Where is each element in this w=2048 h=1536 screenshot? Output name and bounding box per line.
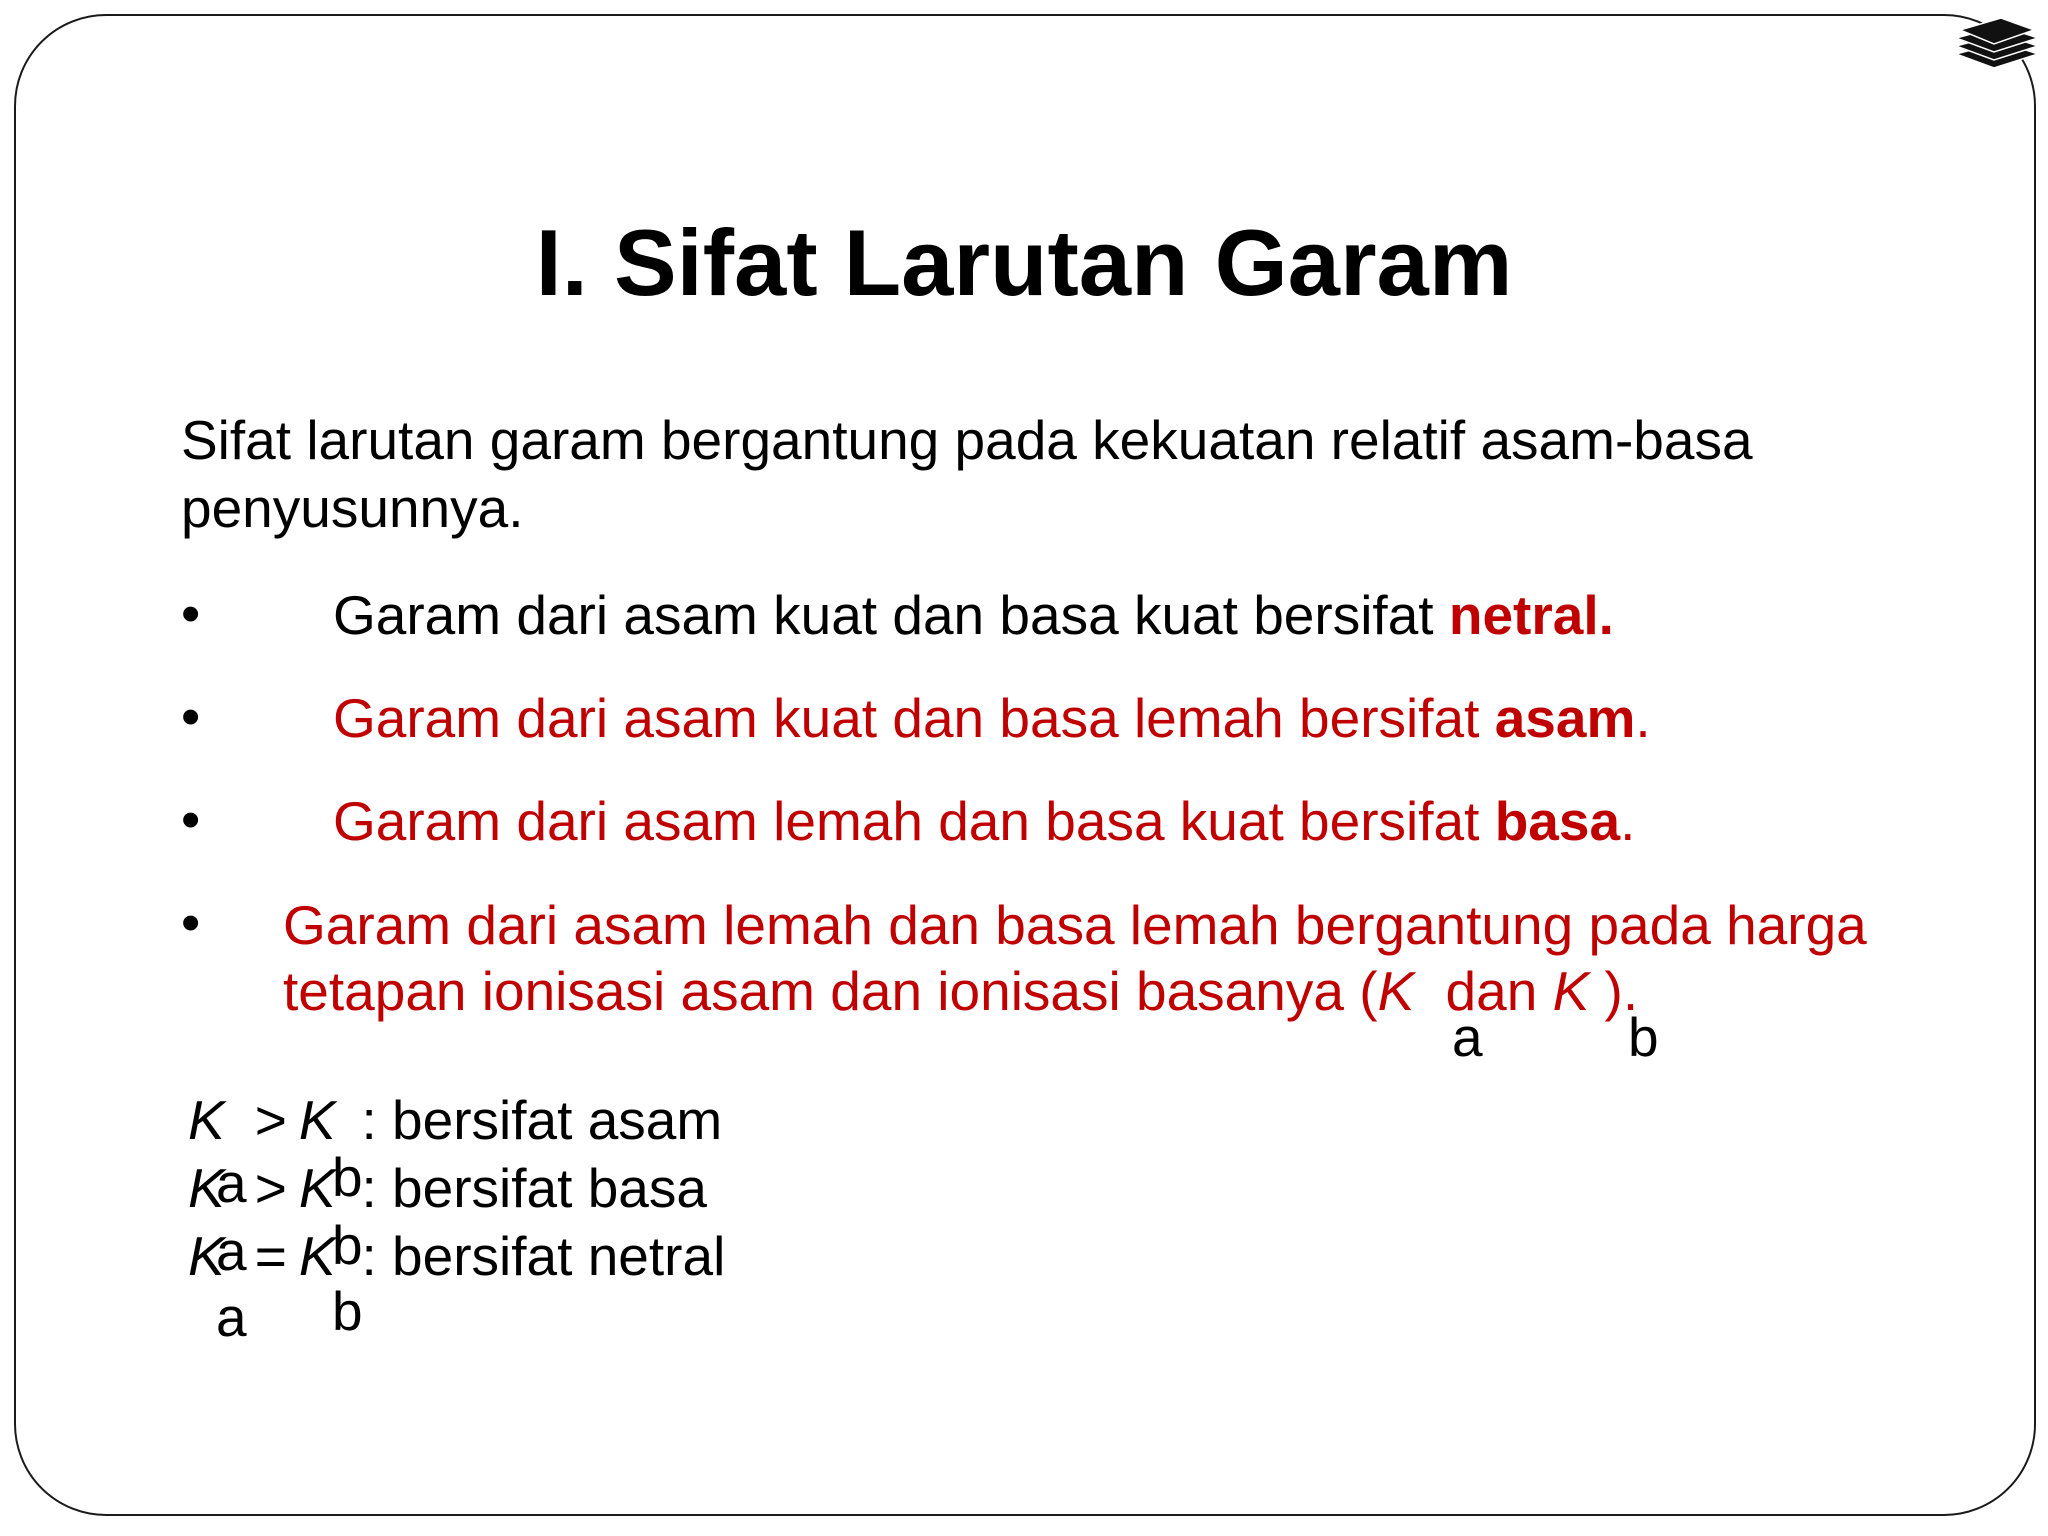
subscript-a: a xyxy=(216,1220,247,1282)
subscript-b: b xyxy=(332,1146,363,1208)
bullet-1-keyword: netral. xyxy=(1448,584,1614,646)
bullet-2-text: Garam dari asam kuat dan basa lemah bersifat xyxy=(333,687,1495,749)
intro-paragraph xyxy=(181,406,1941,542)
k-symbol: K xyxy=(1552,960,1590,1022)
subscript-a: a xyxy=(216,1286,247,1348)
subscript-a: a xyxy=(1452,1006,1483,1068)
bullet-marker: • xyxy=(181,582,201,644)
bullet-item-4-line-1: Garam dari asam lemah dan basa lemah bergantung pada harga xyxy=(283,894,1867,956)
subscript-b: b xyxy=(1628,1006,1659,1068)
book-stack-logo-icon xyxy=(1946,14,2046,74)
subscript-b: b xyxy=(332,1214,363,1276)
inequality-row-3: K = K : bersifat netral xyxy=(188,1225,726,1287)
bullet-1-text: Garam dari asam kuat dan basa kuat bersifat xyxy=(333,584,1449,646)
intro-line-1: Sifat larutan garam bergantung pada kekuatan relatif asam-basa xyxy=(181,409,1753,471)
bullet-3-tail: . xyxy=(1620,790,1636,852)
bullet-item-4-line-2: tetapan ionisasi asam dan ionisasi basanya (K dan K ). xyxy=(283,960,1639,1022)
bullet-3-text: Garam dari asam lemah dan basa kuat bersifat xyxy=(333,790,1495,852)
bullet-marker: • xyxy=(181,788,201,850)
inequality-row-1: K > K : bersifat asam xyxy=(188,1089,723,1151)
bullet-item-1 xyxy=(333,582,1614,648)
inequality-row-2: K > K : bersifat basa xyxy=(188,1157,707,1219)
subscript-b: b xyxy=(332,1280,363,1342)
intro-line-2: penyusunnya. xyxy=(181,477,524,539)
bullet-marker: • xyxy=(181,891,201,953)
subscript-a: a xyxy=(216,1152,247,1214)
bullet-2-keyword: asam xyxy=(1494,687,1636,749)
bullet-marker: • xyxy=(181,685,201,747)
bullet-3-keyword: basa xyxy=(1494,790,1621,852)
slide-title: I. Sifat Larutan Garam xyxy=(535,210,1513,315)
bullet-item-2 xyxy=(333,685,1651,751)
bullet-2-tail: . xyxy=(1635,687,1651,749)
k-symbol: K xyxy=(1377,960,1415,1022)
bullet-item-3 xyxy=(333,788,1635,854)
